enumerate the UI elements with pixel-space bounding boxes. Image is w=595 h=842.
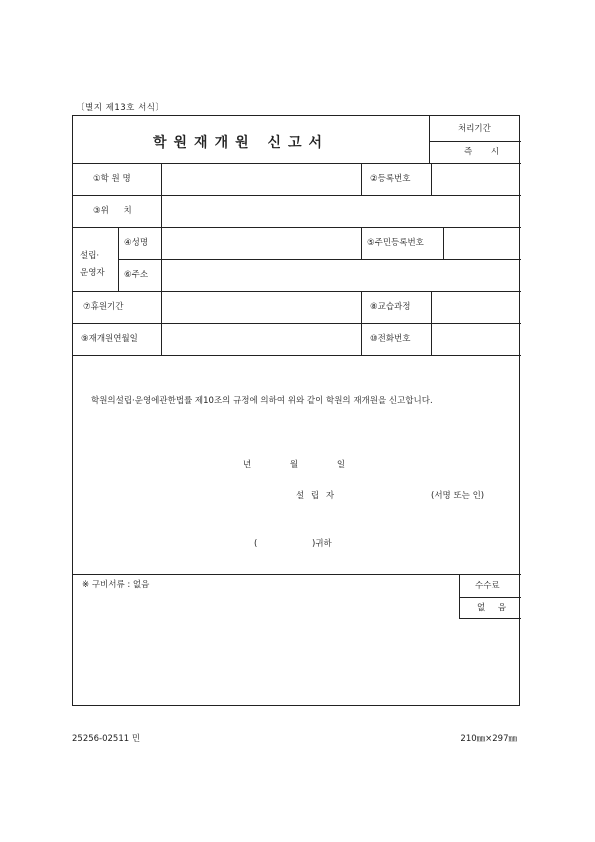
col-line — [161, 163, 162, 195]
form-title: 학원재개원 신고서 — [153, 135, 330, 151]
address-label: ⑥주소 — [124, 270, 149, 280]
registration-number-label: ②등록번호 — [370, 174, 411, 184]
addressee-line: ( )귀하 — [254, 539, 332, 549]
row-line — [73, 355, 521, 356]
row-line — [459, 597, 521, 598]
closure-period-label: ⑦휴원기간 — [83, 302, 124, 312]
col-line — [361, 291, 362, 355]
col-line — [431, 163, 432, 195]
form-number-caption: 〔별지 제13호 서식〕 — [76, 103, 165, 113]
row-line — [73, 163, 521, 164]
reopen-report-form — [72, 115, 520, 706]
col-line — [459, 574, 460, 618]
paper-size: 210㎜×297㎜ — [460, 734, 517, 744]
phone-number-label: ⑩전화번호 — [370, 334, 411, 344]
row-line — [73, 574, 521, 575]
founder-label: 설 립 자 — [296, 491, 337, 501]
col-line — [118, 227, 119, 291]
col-line — [161, 227, 162, 291]
col-line — [431, 291, 432, 355]
row-line — [73, 323, 521, 324]
fee-label: 수수료 — [475, 581, 500, 591]
row-line — [429, 141, 521, 142]
col-line — [161, 195, 162, 227]
fee-value: 없 음 — [477, 603, 512, 613]
col-line — [361, 163, 362, 195]
processing-period-label: 처리기간 — [458, 124, 491, 134]
required-documents-note: ※ 구비서류 : 없음 — [82, 580, 150, 590]
date-line: 년 월 일 — [243, 460, 346, 470]
row-line — [73, 195, 521, 196]
founder-operator-label: 설립· 운영자 — [80, 251, 105, 278]
location-label: ③위 치 — [93, 206, 132, 216]
resident-number-label: ⑤주민등록번호 — [367, 238, 424, 248]
col-line — [429, 116, 430, 163]
declaration-text: 학원의설립·운영에관한법률 제10조의 규정에 의하여 위와 같이 학원의 재개원을 신고합니다. — [91, 396, 433, 406]
name-label: ④성명 — [124, 238, 149, 248]
col-line — [443, 227, 444, 259]
row-line — [459, 618, 521, 619]
curriculum-label: ⑧교습과정 — [370, 302, 411, 312]
reopen-date-label: ⑨재개원연월일 — [81, 334, 138, 344]
processing-period-value: 즉 시 — [464, 147, 508, 157]
signature-note: (서명 또는 인) — [431, 491, 485, 501]
form-code: 25256-02511 민 — [72, 734, 141, 744]
col-line — [361, 227, 362, 259]
col-line — [161, 291, 162, 355]
row-line — [73, 227, 521, 228]
row-line — [73, 291, 521, 292]
academy-name-label: ①학 원 명 — [93, 174, 131, 184]
row-line — [118, 259, 521, 260]
